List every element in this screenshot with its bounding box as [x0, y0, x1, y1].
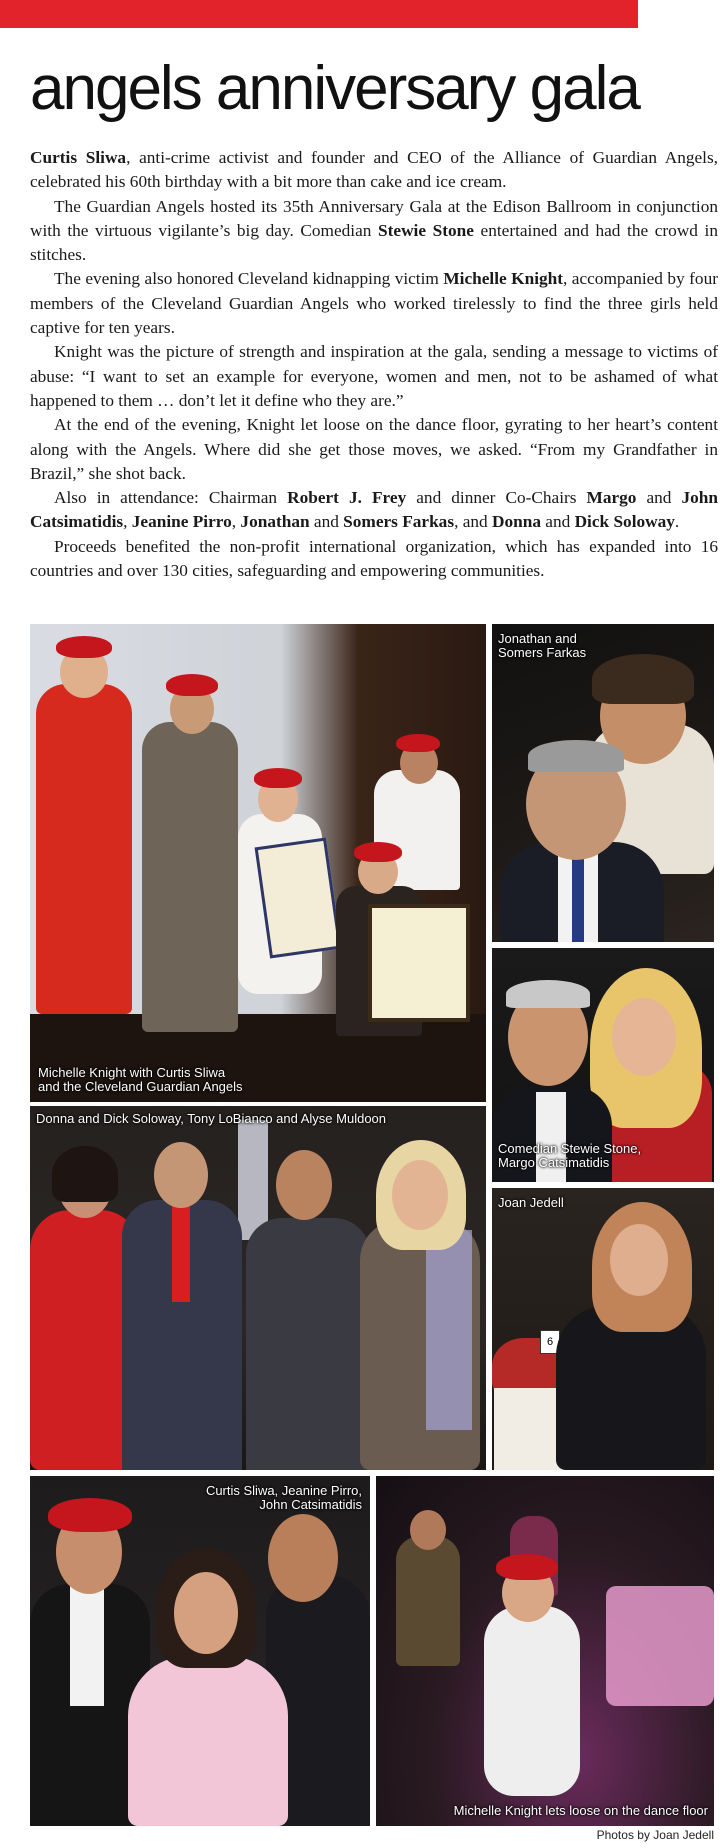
- name-bold: Curtis Sliwa: [30, 148, 127, 167]
- paragraph-text: , and: [454, 512, 492, 532]
- paragraph-text: At the end of the evening, Knight let loose on the dance floor, gyrating to her heart’s content along with the Angels. Where did she get those moves, we asked. “From my Grandfather in Brazil,” she shot back.: [30, 415, 718, 483]
- name-bold: John Catsimatidis: [30, 488, 719, 532]
- article-body: [30, 146, 718, 583]
- name-bold: Dick Soloway: [574, 512, 675, 532]
- photo-soloway-lobianco-muldoon: [30, 1106, 486, 1470]
- photo-stone-catsimatidis: [492, 948, 714, 1182]
- name-bold: Michelle Knight: [443, 269, 563, 289]
- caption-line: Jonathan and: [498, 631, 577, 646]
- paragraph-text: .: [674, 512, 680, 532]
- photo-caption: Joan Jedell: [498, 1195, 564, 1210]
- name-bold: Stewie Stone: [378, 220, 474, 240]
- header-accent-bar: [0, 0, 638, 28]
- paragraph-5: [30, 413, 718, 486]
- caption-line: Michelle Knight with Curtis Sliwa: [38, 1065, 226, 1080]
- name-bold: Robert J. Frey: [287, 488, 407, 508]
- photo-knight-guardian-angels: [30, 624, 486, 1102]
- paragraph-text: , anti-crime activist and founder and CEO of the Alliance of Guardian Angels, celebrated his 60th birthday with a bit more than cake and ice cream.: [30, 148, 718, 192]
- paragraph-text: Proceeds benefited the non-profit international organization, which has expanded into 16 countries and over 130 cities, safeguarding and empowering communities.: [30, 536, 718, 581]
- paragraph-2: [30, 195, 718, 268]
- paragraph-text: Knight was the picture of strength and inspiration at the gala, sending a message to victims of abuse: “I want to set an example for everyone, women and men, not to be ashamed of what happened to them … don’t let it define who they are.”: [30, 342, 718, 410]
- caption-line: Comedian Stewie Stone,: [498, 1141, 642, 1156]
- name-bold: Margo: [586, 488, 637, 508]
- paragraph-text: The Guardian Angels hosted its 35th Anniversary Gala at the Edison Ballroom in conjunction with the virtuous vigilante’s big day. Comedian: [30, 196, 718, 240]
- photo-caption: Michelle Knight lets loose on the dance floor: [453, 1803, 708, 1818]
- paragraph-text: and dinner Co-Chairs: [406, 488, 587, 508]
- name-bold: Donna: [491, 512, 541, 532]
- caption-line: Curtis Sliwa, Jeanine Pirro,: [205, 1483, 362, 1498]
- caption-line: Margo Catsimatidis: [498, 1155, 610, 1170]
- photo-caption: [38, 1066, 243, 1094]
- paragraph-text: and: [636, 488, 682, 508]
- photo-sliwa-pirro-catsimatidis: [30, 1476, 370, 1826]
- photo-caption: [206, 1484, 362, 1512]
- paragraph-3: [30, 267, 718, 340]
- photo-farkas: [492, 624, 714, 942]
- photo-caption: [498, 1142, 641, 1170]
- caption-line: and the Cleveland Guardian Angels: [38, 1079, 243, 1094]
- paragraph-text: Also in attendance: Chairman: [54, 488, 288, 508]
- photo-caption: [498, 632, 586, 660]
- paragraph-7: [30, 535, 718, 584]
- paragraph-1: [30, 146, 718, 195]
- photo-dance-floor: [376, 1476, 714, 1826]
- caption-line: Somers Farkas: [498, 645, 587, 660]
- photo-credit: Photos by Joan Jedell: [596, 1828, 714, 1842]
- paragraph-text: ,: [231, 512, 241, 532]
- paragraph-6: [30, 486, 718, 535]
- photo-joan-jedell: [492, 1188, 714, 1470]
- paragraph-text: , accompanied by four members of the Cleveland Guardian Angels who worked tirelessly to find the three girls held captive for ten years.: [30, 269, 718, 338]
- name-bold: Jonathan: [240, 512, 310, 532]
- paragraph-4: [30, 340, 718, 413]
- paragraph-text: ,: [123, 512, 132, 532]
- caption-line: John Catsimatidis: [259, 1497, 362, 1512]
- paragraph-text: and: [309, 512, 344, 532]
- paragraph-text: The evening also honored Cleveland kidnapping victim: [54, 269, 444, 289]
- paragraph-text: entertained and had the crowd in stitches.: [30, 220, 718, 265]
- paragraph-text: and: [540, 512, 575, 532]
- table-number: 6: [540, 1330, 560, 1354]
- article-title: angels anniversary gala: [30, 54, 639, 123]
- name-bold: Jeanine Pirro: [131, 512, 232, 532]
- photo-caption: Donna and Dick Soloway, Tony LoBianco and Alyse Muldoon: [36, 1111, 387, 1126]
- name-bold: Somers Farkas: [343, 512, 455, 532]
